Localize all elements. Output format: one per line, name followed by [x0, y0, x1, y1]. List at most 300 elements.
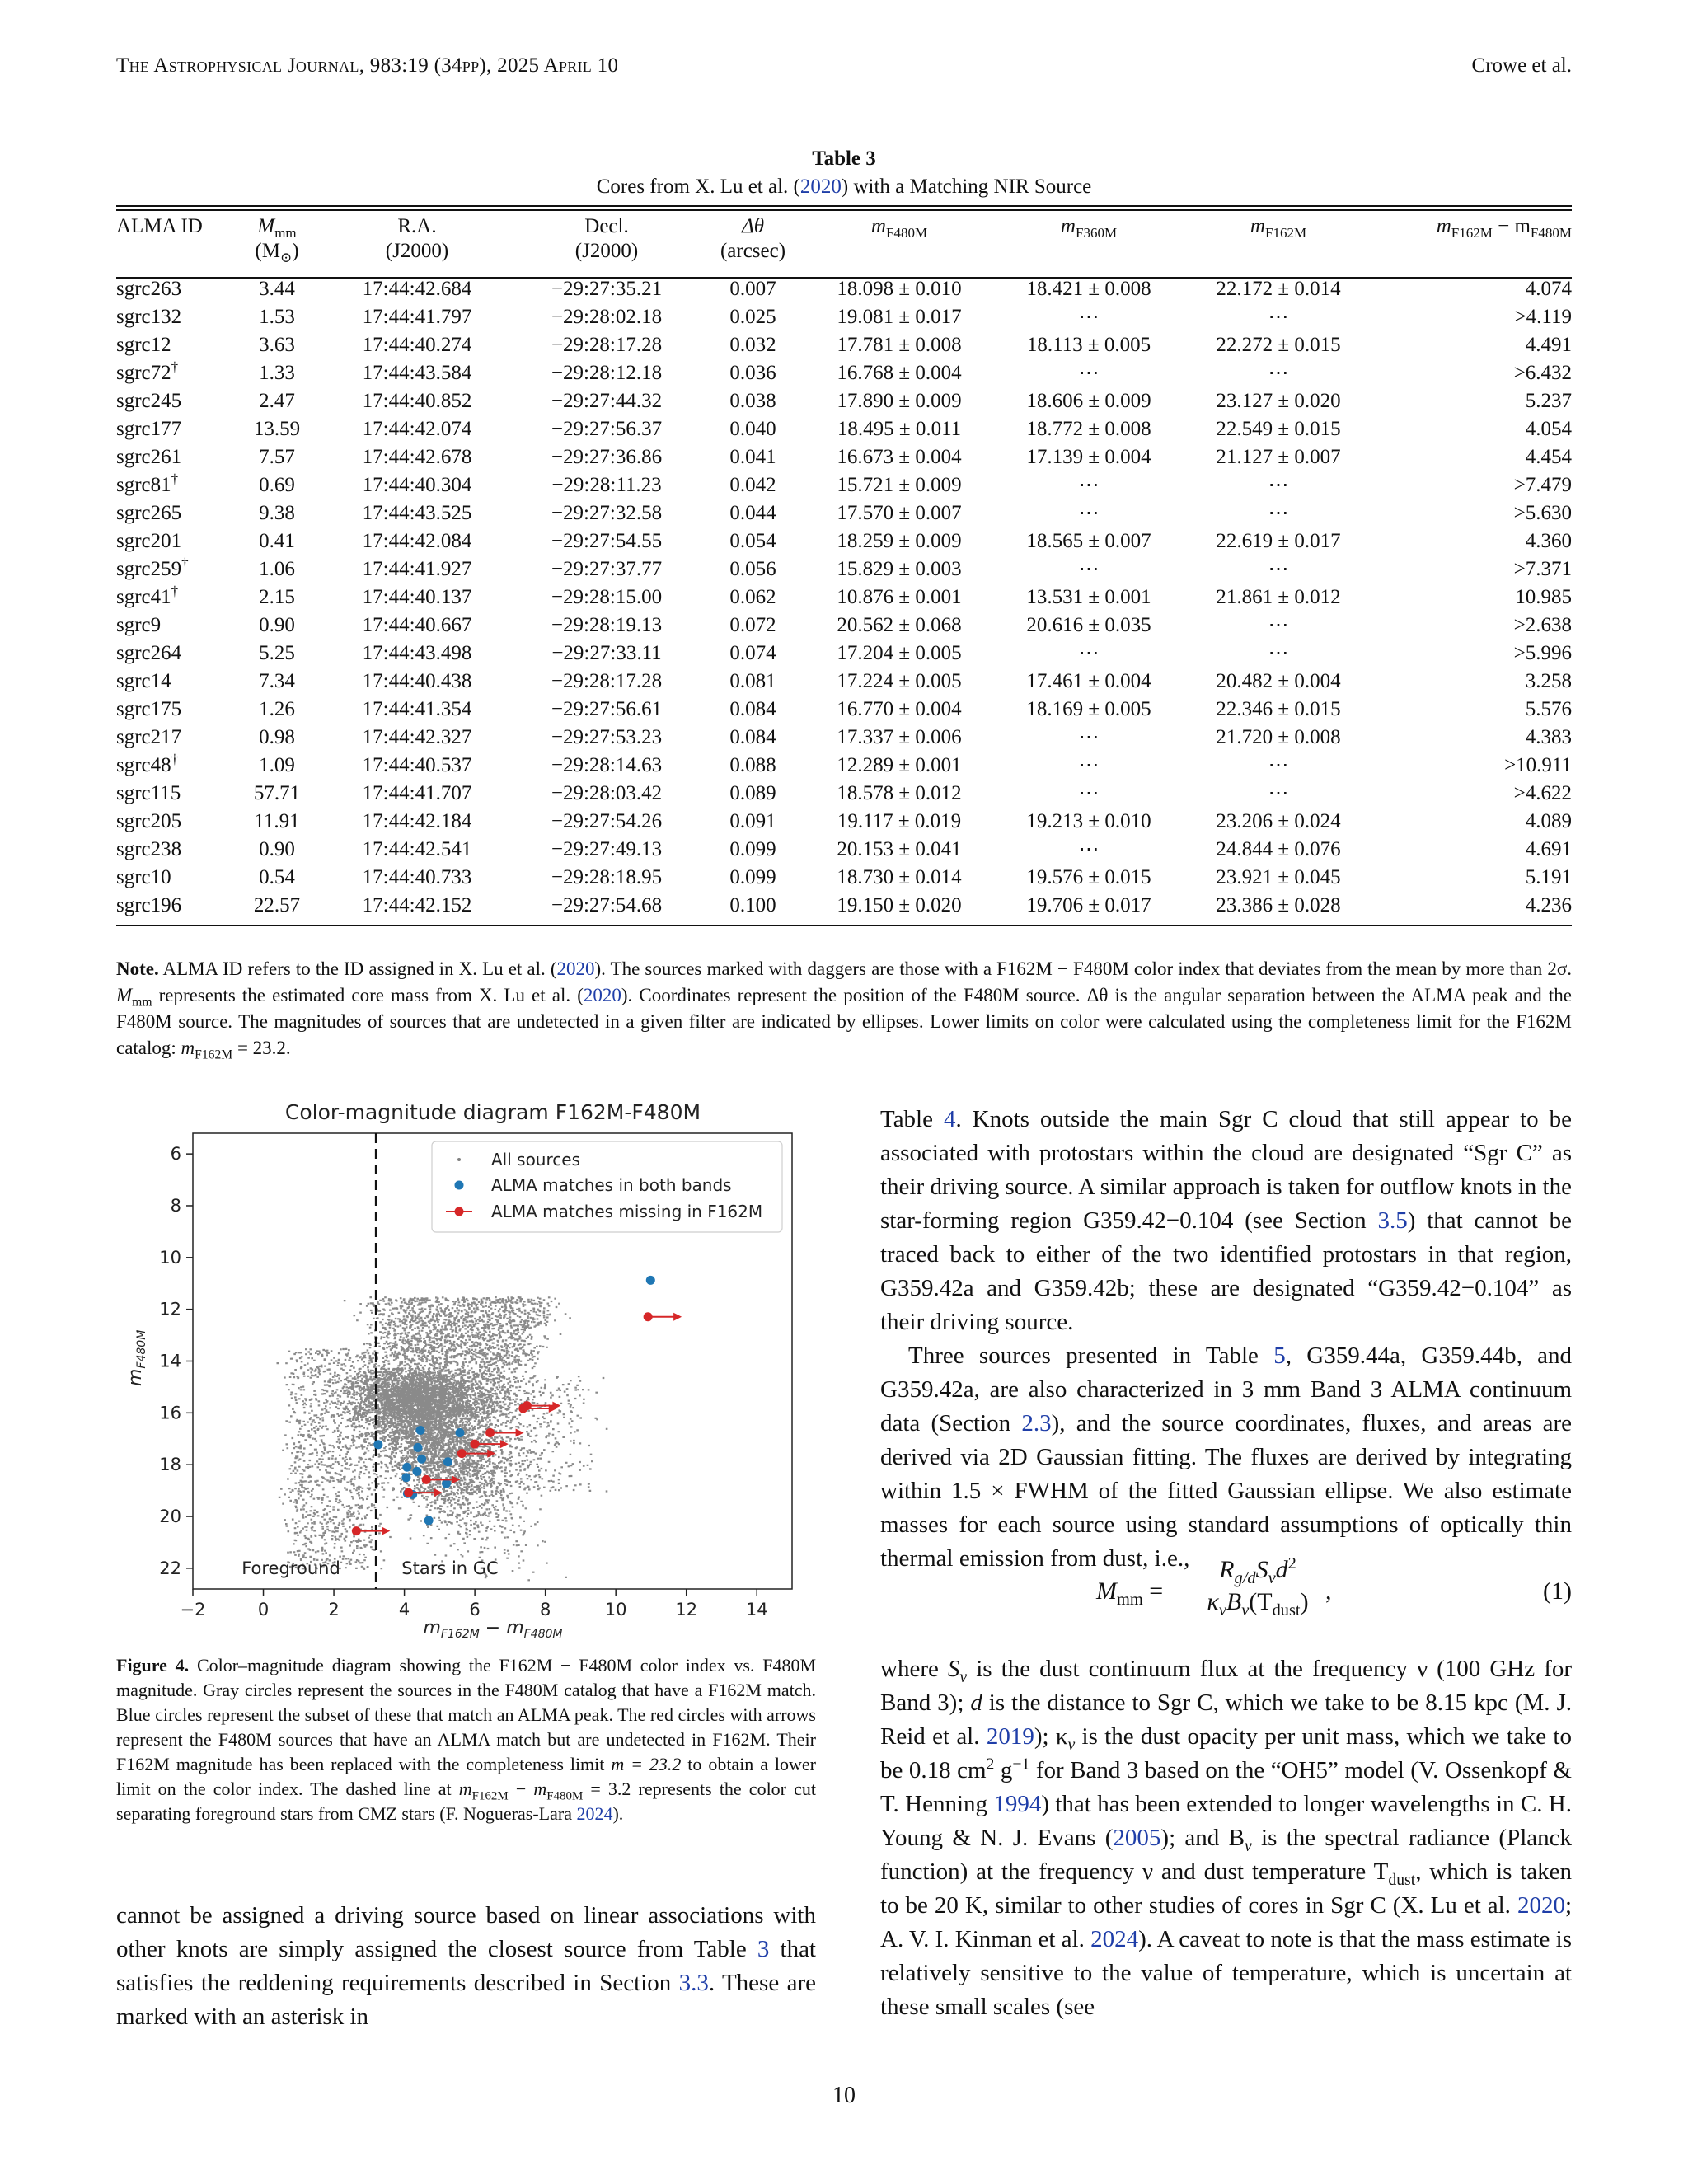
table-cell: 17.461 ± 0.004: [1026, 670, 1151, 692]
table-cell: 18.169 ± 0.005: [1026, 698, 1151, 720]
table-cell: 0.038: [729, 390, 776, 412]
x-axis: [181, 1589, 768, 1619]
table-cell: 0.41: [259, 530, 295, 552]
table-cell: 17:44:40.733: [362, 866, 472, 888]
table-cell: 0.056: [729, 558, 776, 580]
x-axis-label: $m_{F162M} - m_{F480M}$: [423, 1618, 563, 1640]
table-cell: >7.371: [1513, 558, 1572, 580]
table-cell: −29:27:32.58: [551, 502, 663, 524]
table-cell: >2.638: [1513, 614, 1572, 636]
table-header-row: [116, 214, 1572, 264]
table-bottom-rule: [116, 925, 1572, 926]
lower-limit-arrowhead: [487, 1450, 495, 1458]
alma-both-bands-point: [402, 1463, 411, 1472]
table-cell: 17:44:42.541: [362, 838, 472, 860]
cell-alma-id: sgrc261: [116, 446, 182, 468]
all-sources-cloud: [277, 1296, 608, 1581]
table-cell: 17:44:40.537: [362, 754, 472, 776]
table-cell: −29:27:54.55: [551, 530, 663, 552]
table-row: [116, 892, 1572, 920]
table-cell: 17:44:41.797: [362, 306, 472, 328]
table-row: [116, 668, 1572, 696]
table-cell: 4.360: [1525, 530, 1572, 552]
col-mass: $M_{mm}$ $(M_⊙)$: [255, 215, 299, 265]
col-alma-id: ALMA ID: [116, 215, 203, 237]
cmd-chart: [116, 1096, 817, 1640]
legend-marker-all: [457, 1158, 461, 1161]
table-cell: 21.861 ± 0.012: [1216, 586, 1341, 608]
figure-caption: Figure 4. Color–magnitude diagram showing the F162M − F480M color index vs. F480M magnitude. Gray circles represent the sources in the F480M catalog that have a F162M match. Blue circles represent the subset of these that match an ALMA peak. The red circles with arrows represent the F480M sources that have an ALMA match but are undetected in F162M. Their F162M magnitude has been replaced with the completeness limit m = 23.2 to obtain a lower limit on the color index. The dashed line at $m_{F162M} - m_{F480M} = 3.2$ represents the color cut separating foreground stars from CMZ stars (F. Nogueras-Lara 2024).: [116, 1655, 817, 1824]
x-tick-label: 2: [328, 1600, 340, 1619]
table-cell: ⋯: [1078, 558, 1100, 580]
table-row: [116, 387, 1572, 415]
table-title: Cores from X. Lu et al. (2020) with a Matching NIR Source: [596, 176, 1092, 198]
cell-alma-id: sgrc175: [116, 698, 182, 720]
table-cell: 17:44:42.084: [362, 530, 472, 552]
table-cell: 0.084: [729, 698, 776, 720]
table-cell: >5.630: [1513, 502, 1572, 524]
equation-number: (1): [1543, 1577, 1572, 1605]
table-cell: −29:28:17.28: [551, 334, 663, 356]
table-cell: 17:44:40.852: [362, 390, 472, 412]
table-cell: 22.272 ± 0.015: [1216, 334, 1341, 356]
table-cell: 0.099: [729, 838, 776, 860]
table-cell: 17:44:41.707: [362, 782, 472, 804]
table-cell: 0.90: [259, 614, 295, 636]
table-cell: 12.289 ± 0.001: [837, 754, 962, 776]
table-cell: −29:27:44.32: [551, 390, 663, 412]
table-cell: 17:44:42.184: [362, 810, 472, 832]
table-cell: 18.772 ± 0.008: [1026, 418, 1151, 440]
table-cell: −29:27:49.13: [551, 838, 663, 860]
cell-alma-id: sgrc132: [116, 306, 182, 328]
col-color: $m_{F162M} - m_{F480M}$: [1436, 215, 1572, 241]
table-cell: 17:44:42.327: [362, 726, 472, 748]
equation-denominator: $\kappa_\nu B_\nu(T_{dust})$: [1207, 1588, 1309, 1619]
table-cell: 22.346 ± 0.015: [1216, 698, 1341, 720]
table-row: [116, 471, 1572, 499]
table-cell: 17:44:43.525: [362, 502, 472, 524]
table-cell: 15.721 ± 0.009: [837, 474, 962, 496]
table-cell: 18.578 ± 0.012: [837, 782, 962, 804]
table-cell: 3.63: [259, 334, 295, 356]
table-row: [116, 836, 1572, 864]
table-cell: −29:27:54.26: [551, 810, 663, 832]
table-cell: 1.26: [259, 698, 295, 720]
table-cell: 0.074: [729, 642, 776, 664]
table-row: [116, 696, 1572, 724]
table-cell: 17:44:43.584: [362, 362, 472, 384]
table-cell: 0.54: [259, 866, 295, 888]
table-cell: 0.089: [729, 782, 776, 804]
table-ref-link[interactable]: 3: [757, 1936, 770, 1962]
table-ref-link[interactable]: 4: [943, 1106, 956, 1132]
table-cell: 17.224 ± 0.005: [837, 670, 962, 692]
table-cell: ⋯: [1268, 754, 1289, 776]
table-cell: 17:44:40.274: [362, 334, 472, 356]
table-cell: >10.911: [1504, 754, 1572, 776]
alma-missing-f162m-point: [352, 1526, 361, 1535]
y-axis-label: $m_{F480M}$: [125, 1329, 148, 1386]
table-cell: −29:28:03.42: [551, 782, 663, 804]
table-cell: 17:44:43.498: [362, 642, 472, 664]
table-cell: 19.213 ± 0.010: [1026, 810, 1151, 832]
table-cell: 16.770 ± 0.004: [837, 698, 962, 720]
table-cell: 19.117 ± 0.019: [837, 810, 962, 832]
table-cell: 1.06: [259, 558, 295, 580]
table-cell: 22.172 ± 0.014: [1216, 278, 1341, 300]
table-row: [116, 359, 1572, 387]
legend-missing-f162m: ALMA matches missing in F162M: [491, 1202, 763, 1221]
alma-missing-f162m-point: [404, 1488, 413, 1497]
alma-both-bands-point: [416, 1426, 425, 1435]
alma-missing-f162m-point: [457, 1449, 467, 1458]
table-cell: 1.33: [259, 362, 295, 384]
table-cell: 4.236: [1525, 894, 1572, 916]
cell-alma-id: sgrc265: [116, 502, 182, 524]
table-cell: ⋯: [1268, 558, 1289, 580]
x-tick-label: 8: [539, 1600, 551, 1619]
alma-both-bands-point: [455, 1428, 464, 1437]
section-ref-link[interactable]: 3.3: [678, 1970, 709, 1996]
table-cell: ⋯: [1078, 754, 1100, 776]
section-ref-link[interactable]: 3.5: [1377, 1207, 1408, 1234]
alma-both-bands-point: [424, 1516, 434, 1525]
table-cell: 17.781 ± 0.008: [837, 334, 962, 356]
table-cell: −29:27:56.61: [551, 698, 663, 720]
equation-numerator: $R_{g/d}S_\nu d^2$: [1192, 1556, 1324, 1586]
table-cell: 17:44:40.304: [362, 474, 472, 496]
table-cell: 21.720 ± 0.008: [1216, 726, 1341, 748]
table-cell: 0.041: [729, 446, 776, 468]
citation-link[interactable]: 2024: [576, 1803, 613, 1824]
table-cell: 5.25: [259, 642, 295, 664]
table-top-rule: [116, 205, 1572, 207]
table-row: [116, 612, 1572, 640]
table-row: [116, 415, 1572, 443]
table-cell: 13.59: [253, 418, 301, 440]
table-cell: 16.768 ± 0.004: [837, 362, 962, 384]
table-row: [116, 864, 1572, 892]
table-cell: 24.844 ± 0.076: [1216, 838, 1341, 860]
table-cell: ⋯: [1078, 362, 1100, 384]
annotation-foreground: Foreground: [241, 1558, 340, 1578]
table-cell: 17:44:42.684: [362, 278, 472, 300]
table-cell: 20.482 ± 0.004: [1216, 670, 1341, 692]
citation-link[interactable]: 2020: [583, 985, 621, 1005]
table-cell: −29:28:18.95: [551, 866, 663, 888]
table-row: [116, 808, 1572, 836]
paragraph-1: Table 4. Knots outside the main Sgr C cloud that still appear to be associated with protostars within the cloud are designated “Sgr C” as their driving source. A similar approach is taken for outflow knots in the star-forming region G359.42−0.104 (see Section 3.5) that cannot be traced back to either of the two identified protostars in that region, G359.42a and G359.42b; these are designated “G359.42−0.104” as their driving source.: [880, 1106, 1572, 1335]
table-cell: 17:44:42.074: [362, 418, 472, 440]
chart-legend: [432, 1141, 782, 1232]
table-cell: 0.072: [729, 614, 776, 636]
table-cell: 18.098 ± 0.010: [837, 278, 962, 300]
cell-alma-id: sgrc217: [116, 726, 182, 748]
table-cell: 17:44:42.678: [362, 446, 472, 468]
table-cell: >7.479: [1513, 474, 1572, 496]
table-cell: −29:27:54.68: [551, 894, 663, 916]
table-cell: −29:28:15.00: [551, 586, 663, 608]
table-cell: 7.57: [259, 446, 295, 468]
table-cell: 0.099: [729, 866, 776, 888]
table-cell: 0.054: [729, 530, 776, 552]
table-cell: ⋯: [1078, 726, 1100, 748]
running-header-journal: The Astrophysical Journal, 983:19 (34pp), 2025 April 10: [116, 54, 619, 77]
table-cell: −29:27:35.21: [551, 278, 663, 300]
citation-link[interactable]: 1994: [993, 1791, 1042, 1817]
cell-alma-id: sgrc48†: [116, 751, 179, 776]
alma-missing-f162m-point: [422, 1475, 431, 1484]
citation-link[interactable]: 2019: [986, 1723, 1034, 1750]
table-cell: ⋯: [1268, 614, 1289, 636]
citation-link[interactable]: 2005: [1113, 1825, 1161, 1851]
legend-marker-both: [455, 1181, 464, 1190]
y-axis: [159, 1144, 193, 1578]
table-cell: 7.34: [259, 670, 295, 692]
table-cell: 4.089: [1525, 810, 1572, 832]
table-row: [116, 331, 1572, 359]
table-cell: 4.691: [1525, 838, 1572, 860]
table-cell: 4.054: [1525, 418, 1572, 440]
cell-alma-id: sgrc238: [116, 838, 182, 860]
table-cell: −29:27:33.11: [551, 642, 662, 664]
col-decl: Decl. (J2000): [574, 215, 639, 262]
table-cell: 0.042: [729, 474, 776, 496]
cell-alma-id: sgrc205: [116, 810, 182, 832]
table-cell: 23.921 ± 0.045: [1216, 866, 1341, 888]
cell-alma-id: sgrc263: [116, 278, 182, 300]
annotation-stars-gc: Stars in GC: [401, 1558, 499, 1578]
table-cell: 0.084: [729, 726, 776, 748]
table-cell: 19.081 ± 0.017: [837, 306, 962, 328]
table-cell: 0.044: [729, 502, 776, 524]
x-tick-label: 14: [745, 1600, 768, 1619]
table-cell: 22.57: [253, 894, 301, 916]
table-cell: 0.100: [729, 894, 776, 916]
cell-alma-id: sgrc41†: [116, 583, 179, 608]
y-tick-label: 8: [170, 1195, 181, 1216]
table-cell: 22.549 ± 0.015: [1216, 418, 1341, 440]
col-ra: R.A. (J2000): [385, 215, 449, 262]
running-header-authors: Crowe et al.: [1471, 54, 1572, 77]
table-cell: −29:28:02.18: [551, 306, 663, 328]
table-cell: 0.040: [729, 418, 776, 440]
left-column-text: cannot be assigned a driving source based on linear associations with other knots are simply assigned the closest source from Table 3 that satisfies the reddening requirements described in Section 3.3. These are marked with an asterisk in: [116, 1902, 816, 2030]
table-cell: ⋯: [1078, 306, 1100, 328]
table-cell: 22.619 ± 0.017: [1216, 530, 1341, 552]
table-cell: ⋯: [1078, 838, 1100, 860]
table-cell: 19.576 ± 0.015: [1026, 866, 1151, 888]
table-cell: 57.71: [253, 782, 301, 804]
table-cell: 20.153 ± 0.041: [837, 838, 962, 860]
table-cell: 3.258: [1525, 670, 1572, 692]
equation-lhs: $M_{mm}$ =: [1096, 1577, 1164, 1609]
table-cell: 17.204 ± 0.005: [837, 642, 962, 664]
alma-both-bands-point: [412, 1467, 421, 1476]
col-mf360m: $m_{F360M}$: [1060, 215, 1118, 241]
table-cell: 17.139 ± 0.004: [1026, 446, 1151, 468]
cell-alma-id: sgrc81†: [116, 471, 179, 496]
lower-limit-arrowhead: [516, 1428, 524, 1436]
x-tick-label: 0: [257, 1600, 270, 1619]
alma-both-bands-point: [401, 1473, 410, 1482]
cell-alma-id: sgrc12: [116, 334, 171, 356]
section-ref-link[interactable]: 2.3: [1021, 1410, 1052, 1436]
alma-both-bands-point: [646, 1276, 655, 1285]
table-cell: 4.074: [1525, 278, 1572, 300]
table-cell: 13.531 ± 0.001: [1026, 586, 1151, 608]
page-number: 10: [832, 2083, 856, 2108]
table-cell: 18.730 ± 0.014: [837, 866, 962, 888]
table-note: Note. ALMA ID refers to the ID assigned in X. Lu et al. (2020). The sources marked with daggers are those with a F162M − F480M color index that deviates from the mean by more than 2σ. $M_{mm}$ represents the estimated core mass from X. Lu et al. (2020). Coordinates represent the position of the F480M source. Δθ is the angular separation between the ALMA peak and the F480M source. The magnitudes of sources that are undetected in a given filter are indicated by ellipses. Lower limits on color were calculated using the completeness limit for the F162M catalog: $m_{F162M} = 23.2$.: [116, 958, 1572, 1062]
cell-alma-id: sgrc10: [116, 866, 171, 888]
table-cell: 17:44:42.152: [362, 894, 472, 916]
all-sources-points: [277, 1296, 608, 1581]
cell-alma-id: sgrc177: [116, 418, 182, 440]
table-cell: 18.421 ± 0.008: [1026, 278, 1151, 300]
table-cell: 19.706 ± 0.017: [1026, 894, 1151, 916]
cell-alma-id: sgrc72†: [116, 359, 179, 384]
paragraph-3: where $S_\nu$ is the dust continuum flux at the frequency ν (100 GHz for Band 3); d is the distance to Sgr C, which we take to be 8.15 kpc (M. J. Reid et al. 2019); $\kappa_\nu$ is the dust opacity per unit mass, which we take to be 0.18 $cm^2$ $g^{-1}$ for Band 3 based on the “OH5” model (V. Ossenkopf & T. Henning 1994) that has been extended to longer wavelengths in C. H. Young & N. J. Evans (2005); and $B_\nu$ is the spectral radiance (Planck function) at the frequency ν and dust temperature $T_{dust}$, which is taken to be 20 K, similar to other studies of cores in Sgr C (X. Lu et al. 2020; A. V. I. Kinman et al. 2024). A caveat to note is that the mass estimate is relatively sensitive to the value of temperature, which is uncertain at these small scales (see: [880, 1656, 1573, 2020]
table-cell: >5.996: [1513, 642, 1572, 664]
table-cell: 0.081: [729, 670, 776, 692]
table-row: [116, 640, 1572, 668]
legend-marker-missing: [455, 1207, 464, 1216]
table-cell: 17:44:41.927: [362, 558, 472, 580]
y-tick-label: 22: [159, 1558, 181, 1578]
table-cell: 4.383: [1525, 726, 1572, 748]
table-cell: −29:27:56.37: [551, 418, 663, 440]
table-cell: 2.15: [259, 586, 295, 608]
table-row: [116, 583, 1572, 612]
table-cell: ⋯: [1078, 782, 1100, 804]
y-tick-label: 6: [170, 1144, 181, 1165]
table-cell: 17:44:40.667: [362, 614, 472, 636]
table-cell: 17:44:40.137: [362, 586, 472, 608]
y-tick-label: 18: [159, 1455, 181, 1475]
table-cell: 17:44:40.438: [362, 670, 472, 692]
table-cell: −29:27:37.77: [551, 558, 663, 580]
citation-link[interactable]: 2020: [1517, 1892, 1565, 1919]
table-cell: 23.206 ± 0.024: [1216, 810, 1341, 832]
table-cell: 20.616 ± 0.035: [1026, 614, 1151, 636]
citation-link[interactable]: 2020: [556, 958, 595, 979]
citation-link[interactable]: 2020: [799, 176, 842, 198]
table-cell: 23.127 ± 0.020: [1216, 390, 1341, 412]
table-cell: ⋯: [1268, 306, 1289, 328]
lower-limit-arrowhead: [673, 1313, 682, 1321]
table-cell: 18.259 ± 0.009: [837, 530, 962, 552]
col-mf162m: $m_{F162M}$: [1250, 215, 1307, 241]
table-cell: 18.606 ± 0.009: [1026, 390, 1151, 412]
x-tick-label: 10: [604, 1600, 627, 1619]
alma-missing-f162m-point: [518, 1404, 528, 1413]
table-cell: 0.69: [259, 474, 295, 496]
table-cell: 17:44:41.354: [362, 698, 472, 720]
x-tick-label: 12: [675, 1600, 698, 1619]
table-ref-link[interactable]: 5: [1273, 1343, 1286, 1369]
col-mf480m: $m_{F480M}$: [870, 215, 928, 241]
x-tick-label: −2: [180, 1600, 206, 1619]
y-tick-label: 16: [159, 1403, 181, 1423]
alma-both-bands-point: [413, 1443, 422, 1452]
table-cell: 0.98: [259, 726, 295, 748]
citation-link[interactable]: 2024: [1090, 1926, 1139, 1952]
table-cell: ⋯: [1268, 474, 1289, 496]
table-row: [116, 555, 1572, 583]
table-cell: ⋯: [1078, 502, 1100, 524]
table-cell: 2.47: [259, 390, 295, 412]
table-number: Table 3: [812, 148, 876, 170]
table-top-rule-2: [116, 209, 1572, 211]
table-cell: ⋯: [1078, 642, 1100, 664]
table-caption: [116, 145, 1572, 201]
table-cell: −29:28:11.23: [551, 474, 662, 496]
table-cell: 10.985: [1515, 586, 1572, 608]
table-cell: ⋯: [1268, 782, 1289, 804]
y-tick-label: 12: [159, 1299, 181, 1319]
chart-title: Color-magnitude diagram F162M-F480M: [284, 1100, 701, 1124]
alma-both-bands-point: [443, 1457, 452, 1466]
table-cell: 10.876 ± 0.001: [837, 586, 962, 608]
alma-missing-f162m-point: [644, 1312, 653, 1321]
table-cell: 5.191: [1525, 866, 1572, 888]
legend-both-bands: ALMA matches in both bands: [491, 1175, 732, 1195]
table-cell: 1.09: [259, 754, 295, 776]
table-cell: 5.237: [1525, 390, 1572, 412]
y-tick-label: 10: [159, 1247, 181, 1268]
y-tick-label: 20: [159, 1507, 181, 1527]
table-cell: 0.062: [729, 586, 776, 608]
table-cell: >4.622: [1513, 782, 1572, 804]
table-cell: 17.337 ± 0.006: [837, 726, 962, 748]
table-cell: 0.025: [729, 306, 776, 328]
table-cell: 0.088: [729, 754, 776, 776]
table-cell: ⋯: [1078, 474, 1100, 496]
cell-alma-id: sgrc245: [116, 390, 182, 412]
table-cell: 0.007: [729, 278, 776, 300]
table-row: [116, 780, 1572, 808]
equation-1: $M_{mm}$ = $R_{g/d}S_\nu d^2$ $\kappa_\nu B_\nu(T_{dust})$ , (1): [1096, 1554, 1572, 1619]
table-cell: −29:28:17.28: [551, 670, 663, 692]
table-cell: >6.432: [1513, 362, 1572, 384]
table-cell: 18.495 ± 0.011: [837, 418, 962, 440]
table-cell: 4.491: [1525, 334, 1572, 356]
table-row: [116, 443, 1572, 471]
table-cell: 4.454: [1525, 446, 1572, 468]
table-cell: −29:28:12.18: [551, 362, 663, 384]
table-cell: −29:28:19.13: [551, 614, 663, 636]
table-row: [116, 527, 1572, 555]
table-cell: 17.890 ± 0.009: [837, 390, 962, 412]
table-cell: 0.091: [729, 810, 776, 832]
table-cell: −29:28:14.63: [551, 754, 663, 776]
table-row: [116, 303, 1572, 331]
data-table: [116, 214, 1572, 920]
cell-alma-id: sgrc14: [116, 670, 171, 692]
table-cell: ⋯: [1268, 502, 1289, 524]
table-row: [116, 499, 1572, 527]
table-cell: 0.036: [729, 362, 776, 384]
cell-alma-id: sgrc201: [116, 530, 182, 552]
alma-both-bands-point: [417, 1455, 426, 1464]
table-cell: 1.53: [259, 306, 295, 328]
cell-alma-id: sgrc196: [116, 894, 182, 916]
table-cell: 20.562 ± 0.068: [837, 614, 962, 636]
paragraph-2: Three sources presented in Table 5, G359.44a, G359.44b, and G359.42a, are also characterized in 3 mm Band 3 ALMA continuum data (Section 2.3), and the source coordinates, fluxes, and areas are derived via 2D Gaussian fitting. The fluxes are derived by integrating within 1.5 × FWHM of the fitted Gaussian ellipse. We also estimate masses for each source using standard assumptions of optically thin thermal emission from dust, i.e.,: [880, 1343, 1572, 1572]
y-tick-label: 14: [159, 1351, 181, 1371]
